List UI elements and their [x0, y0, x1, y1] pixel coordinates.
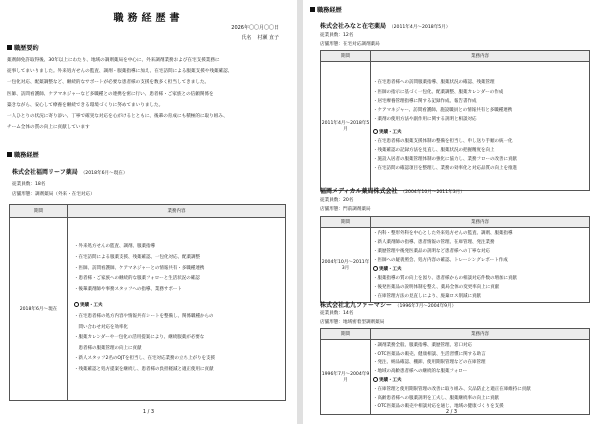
job-history-table	[320, 216, 590, 303]
company-period: （2004年10月～2011年3月）	[400, 190, 465, 195]
company-employees: 従業員数：20名	[320, 198, 354, 203]
list-item: ・ 外来処方せんの監査、調剤、服薬指導	[74, 242, 285, 253]
list-item: ・ 在宅訪問の確認項目を整理し、業務の効率化と対応品質の向上を推進	[373, 164, 589, 173]
list-item: ・ 薬歴管理や後発医薬品の説明など患者様への丁寧な対応	[373, 247, 589, 256]
company-period: （2011年4月～2018年5月）	[389, 25, 451, 30]
summary-line: 一包化対応、配薬調整など、継続的なサポートが必要な患者様の支援を数多く担当してきました。	[7, 80, 210, 86]
content-cell	[371, 228, 590, 303]
company-employees: 従業員数：18名	[12, 182, 46, 187]
content-cell	[371, 62, 590, 191]
period-cell: 2011年4月～2018年5月	[321, 62, 371, 191]
company-period: （1996年7月～2004年9月）	[394, 304, 457, 309]
list-item: ・ 調剤業務全般、服薬指導、薬歴管理、窓口対応	[373, 342, 589, 351]
achievements-title: 実績・工夫	[74, 301, 285, 312]
duty-list	[373, 342, 589, 377]
company-store-type: 店舗形態：地域密着型調剤薬局	[320, 320, 385, 325]
content-column-header: 業務内容	[371, 217, 590, 228]
job-history-table	[320, 50, 590, 191]
list-item: ・ 在庫管理方法の見直しにより、廃棄ロス削減に貢献	[373, 292, 589, 301]
period-column-header: 期間	[321, 217, 371, 228]
company-employees: 従業員数：12名	[320, 33, 354, 38]
summary-heading: 職歴要約	[7, 43, 39, 52]
list-item: ・ 薬剤の使用方法や副作用に関する説明と相談対応	[373, 115, 589, 124]
period-cell: 2004年10月～2011年3月	[321, 228, 371, 303]
achievement-list	[373, 137, 589, 174]
page-number: 2 / 3	[445, 409, 458, 415]
work-history-heading: 職務経歴	[7, 150, 39, 159]
list-item: ・ 高齢患者様への服薬説明を工夫し、服薬継続率の向上に貢献	[373, 395, 589, 404]
period-column-header: 期間	[10, 205, 68, 218]
company-store-type: 店舗形態：調剤薬局（外来・在宅対応）	[12, 192, 95, 197]
work-history-heading: 職務経歴	[310, 5, 342, 14]
document-title: 職務経歴書	[113, 13, 184, 24]
name-label: 氏名	[241, 35, 252, 41]
job-history-table	[9, 204, 286, 401]
list-item: ・ 在宅患者様の服薬支援体制の整備を担当し、申し送り手順の統一化	[373, 137, 589, 146]
achievements-title: 実績・工夫	[373, 377, 589, 386]
achievement-list	[373, 274, 589, 301]
page-number: 1 / 3	[142, 409, 155, 415]
summary-line: 築きながら、安心して療養を継続できる環境づくりに努めてまいりました。	[7, 102, 164, 108]
list-item: ・ 内科・整形外科を中心とした外来処方せんの監査、調剤、服薬指導	[373, 229, 589, 238]
list-item: 問い合わせ対応を効率化	[78, 324, 128, 330]
achievements-title: 実績・工夫	[373, 128, 589, 137]
summary-line: 一人ひとりの状況に寄り添い、丁寧で確実な対応を心がけるとともに、後輩の育成にも積極的に取り組み、	[7, 114, 228, 120]
applicant-name-line	[235, 34, 279, 41]
company-name: 福岡メディカル薬局株式会社 （2004年10月～2011年3月）	[320, 188, 465, 195]
content-column-header: 業務内容	[68, 205, 286, 218]
circle-bullet-icon	[74, 302, 79, 307]
list-item: ・ 新人薬剤師の指導、患者情報の管理、在庫管理、発注業務	[373, 238, 589, 247]
list-item: ・ 施設入居者の服薬管理体制の強化に協力し、業務フローの改善に貢献	[373, 155, 589, 164]
list-item: ・ 後輩薬剤師や事務スタッフへの指導、業務サポート	[74, 285, 285, 296]
table-row	[10, 218, 286, 401]
list-item: ・ 医師の指示に基づく一包化、配薬調整、服薬カレンダーの作成	[373, 88, 589, 97]
period-column-header: 期間	[321, 51, 371, 62]
list-item: ・ 居宅療養管理指導に関する記録作成、報告書作成	[373, 97, 589, 106]
document-page-2	[303, 0, 600, 424]
duty-list	[74, 242, 285, 295]
table-row	[321, 228, 590, 303]
company-employees: 従業員数：14名	[320, 311, 354, 316]
list-item: ・ 在宅患者様の処方内容や情報共有シートを整備し、関係職種からの	[74, 312, 285, 323]
list-item: ・ 在宅訪問による服薬支援、残薬確認、一包化対応、配薬調整	[74, 253, 285, 264]
list-item: ・ 新人スタッフ2名のOJTを担当し、在宅対応業務の立ち上がりを支援	[74, 354, 285, 365]
list-item: ・ 残薬確認の記録方法を見直し、服薬状況の把握精度を向上	[373, 146, 589, 155]
summary-line: チーム全体の質の向上に貢献しています	[7, 125, 90, 131]
content-cell	[371, 340, 590, 415]
list-item: ・ 患者様・ご家族への継続的な服薬フォローと生活状況の確認	[74, 274, 285, 285]
company-period: （2018年6月～現在）	[80, 171, 128, 176]
square-bullet-icon	[7, 152, 12, 157]
summary-line: 医師、訪問看護師、ケアマネジャーなど多職種との連携を密に行い、患者様・ご家族との信頼関係を	[7, 91, 214, 97]
summary-paragraph	[7, 55, 282, 133]
list-item: ・ 医師、訪問看護師、ケアマネジャーとの情報共有・多職種連携	[74, 264, 285, 275]
list-item: ・ 在庫管理と使用期限管理の改善に取り組み、欠品防止と適正在庫維持に貢献	[373, 386, 589, 395]
list-item: ・ OTC医薬品の販売、健康相談、生活習慣に関する助言	[373, 351, 589, 360]
list-item: 患者様の服薬管理の向上に貢献	[78, 345, 142, 351]
list-item: ・ 医師への疑義照会、処方内容の確認、トレーシングレポート作成	[373, 256, 589, 265]
name-value: 村瀬 直子	[257, 35, 279, 41]
company-name: 株式会社みなと在宅薬局 （2011年4月～2018年5月）	[320, 23, 451, 30]
company-name: 株式会社福岡リーフ薬局 （2018年6月～現在）	[12, 169, 128, 176]
list-item: ・ 服薬指導の質の向上を図り、患者様からの相談対応件数の増加に貢献	[373, 274, 589, 283]
circle-bullet-icon	[373, 129, 378, 134]
list-item: ・ 発注、納品確認、棚卸、使用期限管理などの在庫管理	[373, 359, 589, 368]
job-history-table	[320, 328, 590, 415]
table-row	[321, 340, 590, 415]
list-item: ・ ケアマネジャー、訪問看護師、施設職員との情報共有と多職種連携	[373, 106, 589, 115]
content-column-header: 業務内容	[371, 51, 590, 62]
square-bullet-icon	[7, 45, 12, 50]
content-cell	[68, 218, 286, 401]
circle-bullet-icon	[373, 266, 378, 271]
company-store-type: 店舗形態：門前調剤薬局	[320, 207, 371, 212]
list-item: ・ 在宅患者様への訪問服薬指導、服薬状況の確認、残薬管理	[373, 78, 589, 87]
period-column-header: 期間	[321, 329, 371, 340]
achievements-title: 実績・工夫	[373, 265, 589, 274]
list-item: ・ OTC医薬品の販売や相談対応を通じ、地域の健康づくりを支援	[373, 403, 589, 412]
period-cell: 1996年7月～2004年9月	[321, 340, 371, 415]
company-name: 株式会社北九ファーマシー （1996年7月～2004年9月）	[320, 302, 457, 309]
duty-list	[373, 229, 589, 265]
document-date: 2026年〇〇月〇〇日	[231, 25, 279, 31]
list-item: ・ 服薬カレンダーや一包化の活用提案により、継続服薬が必要な	[74, 333, 285, 344]
period-cell: 2018年6月～現在	[10, 218, 68, 401]
content-column-header: 業務内容	[371, 329, 590, 340]
list-item: ・ 後発医薬品の説明体制を整え、薬局全体の変更率向上に貢献	[373, 283, 589, 292]
square-bullet-icon	[310, 7, 315, 12]
summary-line: 薬剤師免許取得後、30年以上にわたり、地域の調剤薬局を中心に、外来調剤業務および在宅支援業務に	[7, 58, 220, 63]
document-page-1	[0, 0, 297, 424]
achievement-list	[74, 312, 285, 376]
table-row	[321, 62, 590, 191]
list-item: ・ 地域の高齢患者様への継続的な服薬フォロー	[373, 368, 589, 377]
duty-list	[373, 78, 589, 124]
circle-bullet-icon	[373, 377, 378, 382]
summary-line: 従事してまいりました。外来処方せんの監査、調剤・服薬指導に加え、在宅訪問による服薬支援や残薬確認、	[7, 69, 233, 75]
company-store-type: 店舗形態：在宅対応調剤薬局	[320, 42, 380, 47]
list-item: ・ 残薬確認と処方提案を継続し、患者様の負担軽減と適正使用に貢献	[74, 365, 285, 376]
